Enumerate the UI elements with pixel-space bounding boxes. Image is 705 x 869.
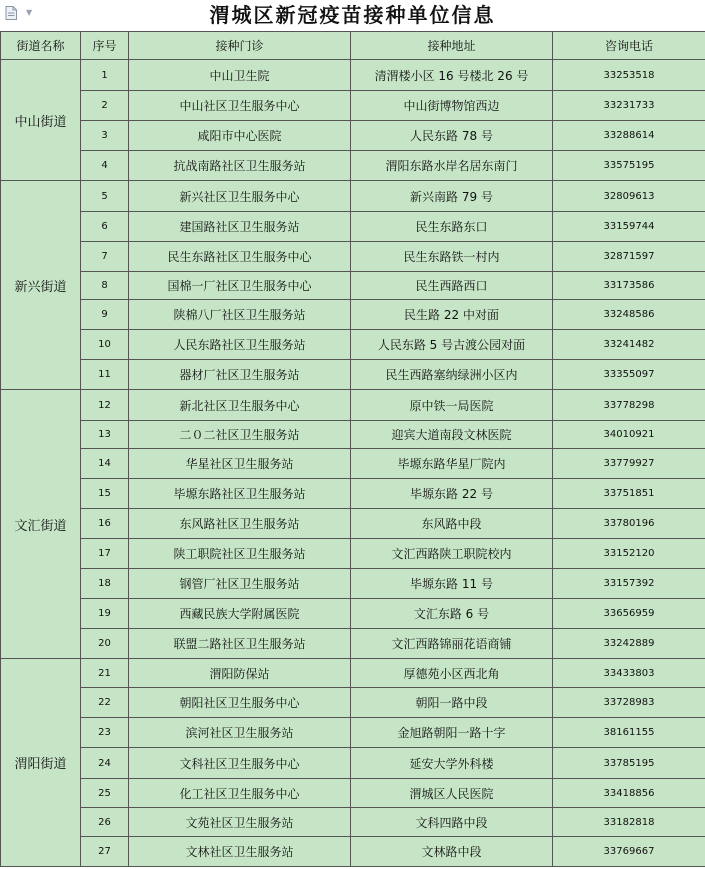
phone-cell: 33253518 [553, 60, 705, 91]
table-row [1, 421, 705, 449]
phone-cell: 33785195 [553, 748, 705, 779]
index-cell: 26 [81, 808, 129, 837]
table-row [1, 599, 705, 629]
table-row [1, 121, 705, 151]
address-cell: 延安大学外科楼 [351, 748, 553, 779]
address-cell: 文科四路中段 [351, 808, 553, 837]
index-cell: 11 [81, 360, 129, 390]
clinic-cell: 抗战南路社区卫生服务站 [129, 151, 351, 181]
phone-cell: 33779927 [553, 449, 705, 479]
phone-cell: 33433803 [553, 659, 705, 688]
street-name-cell: 中山街道 [1, 60, 81, 181]
address-cell: 文汇西路陕工职院校内 [351, 539, 553, 569]
index-cell: 1 [81, 60, 129, 91]
vaccination-table [0, 31, 705, 867]
address-cell: 人民东路 78 号 [351, 121, 553, 151]
clinic-cell: 化工社区卫生服务中心 [129, 779, 351, 808]
index-cell: 12 [81, 390, 129, 421]
phone-cell: 33248586 [553, 300, 705, 330]
phone-cell: 32871597 [553, 242, 705, 272]
clinic-cell: 文科社区卫生服务中心 [129, 748, 351, 779]
phone-cell: 33355097 [553, 360, 705, 390]
index-cell: 9 [81, 300, 129, 330]
index-cell: 6 [81, 212, 129, 242]
phone-cell: 33152120 [553, 539, 705, 569]
clinic-cell: 中山社区卫生服务中心 [129, 91, 351, 121]
table-row [1, 748, 705, 779]
table-row [1, 242, 705, 272]
clinic-cell: 陕工职院社区卫生服务站 [129, 539, 351, 569]
index-cell: 16 [81, 509, 129, 539]
phone-cell: 32809613 [553, 181, 705, 212]
index-cell: 7 [81, 242, 129, 272]
index-cell: 19 [81, 599, 129, 629]
address-cell: 东风路中段 [351, 509, 553, 539]
table-row [1, 300, 705, 330]
table-row [1, 360, 705, 390]
phone-cell: 33231733 [553, 91, 705, 121]
address-cell: 民生西路塞纳绿洲小区内 [351, 360, 553, 390]
address-cell: 文汇东路 6 号 [351, 599, 553, 629]
address-cell: 金旭路朝阳一路十字 [351, 718, 553, 748]
table-body [1, 60, 705, 867]
phone-cell: 33157392 [553, 569, 705, 599]
address-cell: 民生西路西口 [351, 272, 553, 300]
index-cell: 8 [81, 272, 129, 300]
index-cell: 10 [81, 330, 129, 360]
index-cell: 4 [81, 151, 129, 181]
table-row [1, 449, 705, 479]
table-row [1, 779, 705, 808]
phone-cell: 33728983 [553, 688, 705, 718]
table-row [1, 629, 705, 659]
index-cell: 22 [81, 688, 129, 718]
clinic-cell: 国棉一厂社区卫生服务中心 [129, 272, 351, 300]
phone-cell: 33769667 [553, 837, 705, 867]
street-name-cell: 新兴街道 [1, 181, 81, 390]
table-row [1, 569, 705, 599]
index-cell: 2 [81, 91, 129, 121]
header-phone: 咨询电话 [553, 32, 705, 60]
index-cell: 15 [81, 479, 129, 509]
phone-cell: 34010921 [553, 421, 705, 449]
header-address: 接种地址 [351, 32, 553, 60]
phone-cell: 33780196 [553, 509, 705, 539]
table-row [1, 509, 705, 539]
clinic-cell: 东风路社区卫生服务站 [129, 509, 351, 539]
clinic-cell: 二０二社区卫生服务站 [129, 421, 351, 449]
address-cell: 人民东路 5 号古渡公园对面 [351, 330, 553, 360]
clinic-cell: 钢管厂社区卫生服务站 [129, 569, 351, 599]
page-title: 渭城区新冠疫苗接种单位信息 [209, 3, 496, 27]
index-cell: 23 [81, 718, 129, 748]
phone-cell: 33159744 [553, 212, 705, 242]
address-cell: 清渭楼小区 16 号楼北 26 号 [351, 60, 553, 91]
clinic-cell: 西藏民族大学附属医院 [129, 599, 351, 629]
header-row [1, 32, 705, 60]
address-cell: 文林路中段 [351, 837, 553, 867]
chevron-down-icon[interactable]: ▼ [26, 8, 33, 17]
table-row [1, 60, 705, 91]
phone-cell: 33575195 [553, 151, 705, 181]
header-street: 街道名称 [1, 32, 81, 60]
index-cell: 14 [81, 449, 129, 479]
table-row [1, 151, 705, 181]
address-cell: 毕塬东路 22 号 [351, 479, 553, 509]
clinic-cell: 咸阳市中心医院 [129, 121, 351, 151]
address-cell: 朝阳一路中段 [351, 688, 553, 718]
index-cell: 21 [81, 659, 129, 688]
address-cell: 渭阳东路水岸名居东南门 [351, 151, 553, 181]
index-cell: 13 [81, 421, 129, 449]
table-row [1, 212, 705, 242]
index-cell: 17 [81, 539, 129, 569]
street-name-cell: 文汇街道 [1, 390, 81, 659]
table-row [1, 272, 705, 300]
index-cell: 3 [81, 121, 129, 151]
phone-cell: 33288614 [553, 121, 705, 151]
table-row [1, 330, 705, 360]
address-cell: 厚德苑小区西北角 [351, 659, 553, 688]
address-cell: 渭城区人民医院 [351, 779, 553, 808]
header-index: 序号 [81, 32, 129, 60]
index-cell: 5 [81, 181, 129, 212]
clinic-cell: 朝阳社区卫生服务中心 [129, 688, 351, 718]
table-row [1, 808, 705, 837]
address-cell: 新兴南路 79 号 [351, 181, 553, 212]
phone-cell: 33418856 [553, 779, 705, 808]
table-row [1, 390, 705, 421]
address-cell: 毕塬东路华星厂院内 [351, 449, 553, 479]
clinic-cell: 陕棉八厂社区卫生服务站 [129, 300, 351, 330]
clinic-cell: 华星社区卫生服务站 [129, 449, 351, 479]
table-row [1, 91, 705, 121]
clinic-cell: 文林社区卫生服务站 [129, 837, 351, 867]
clinic-cell: 器材厂社区卫生服务站 [129, 360, 351, 390]
address-cell: 中山街博物馆西边 [351, 91, 553, 121]
table-row [1, 181, 705, 212]
phone-cell: 33182818 [553, 808, 705, 837]
index-cell: 24 [81, 748, 129, 779]
street-name-cell: 渭阳街道 [1, 659, 81, 867]
phone-cell: 33751851 [553, 479, 705, 509]
clinic-cell: 渭阳防保站 [129, 659, 351, 688]
table-row [1, 688, 705, 718]
index-cell: 25 [81, 779, 129, 808]
clinic-cell: 新北社区卫生服务中心 [129, 390, 351, 421]
table-row [1, 837, 705, 867]
phone-cell: 33656959 [553, 599, 705, 629]
phone-cell: 33241482 [553, 330, 705, 360]
header-clinic: 接种门诊 [129, 32, 351, 60]
index-cell: 27 [81, 837, 129, 867]
clinic-cell: 滨河社区卫生服务站 [129, 718, 351, 748]
clinic-cell: 联盟二路社区卫生服务站 [129, 629, 351, 659]
address-cell: 民生东路铁一村内 [351, 242, 553, 272]
address-cell: 民生东路东口 [351, 212, 553, 242]
table-row [1, 539, 705, 569]
phone-cell: 38161155 [553, 718, 705, 748]
clinic-cell: 建国路社区卫生服务站 [129, 212, 351, 242]
phone-cell: 33242889 [553, 629, 705, 659]
clinic-cell: 人民东路社区卫生服务站 [129, 330, 351, 360]
address-cell: 毕塬东路 11 号 [351, 569, 553, 599]
clinic-cell: 毕塬东路社区卫生服务站 [129, 479, 351, 509]
index-cell: 18 [81, 569, 129, 599]
clinic-cell: 文苑社区卫生服务站 [129, 808, 351, 837]
title-bar [0, 0, 705, 31]
address-cell: 文汇西路锦丽花语商铺 [351, 629, 553, 659]
clinic-cell: 新兴社区卫生服务中心 [129, 181, 351, 212]
table-row [1, 718, 705, 748]
table-row [1, 659, 705, 688]
phone-cell: 33173586 [553, 272, 705, 300]
address-cell: 原中铁一局医院 [351, 390, 553, 421]
index-cell: 20 [81, 629, 129, 659]
phone-cell: 33778298 [553, 390, 705, 421]
clinic-cell: 中山卫生院 [129, 60, 351, 91]
address-cell: 民生路 22 中对面 [351, 300, 553, 330]
clinic-cell: 民生东路社区卫生服务中心 [129, 242, 351, 272]
table-row [1, 479, 705, 509]
address-cell: 迎宾大道南段文林医院 [351, 421, 553, 449]
